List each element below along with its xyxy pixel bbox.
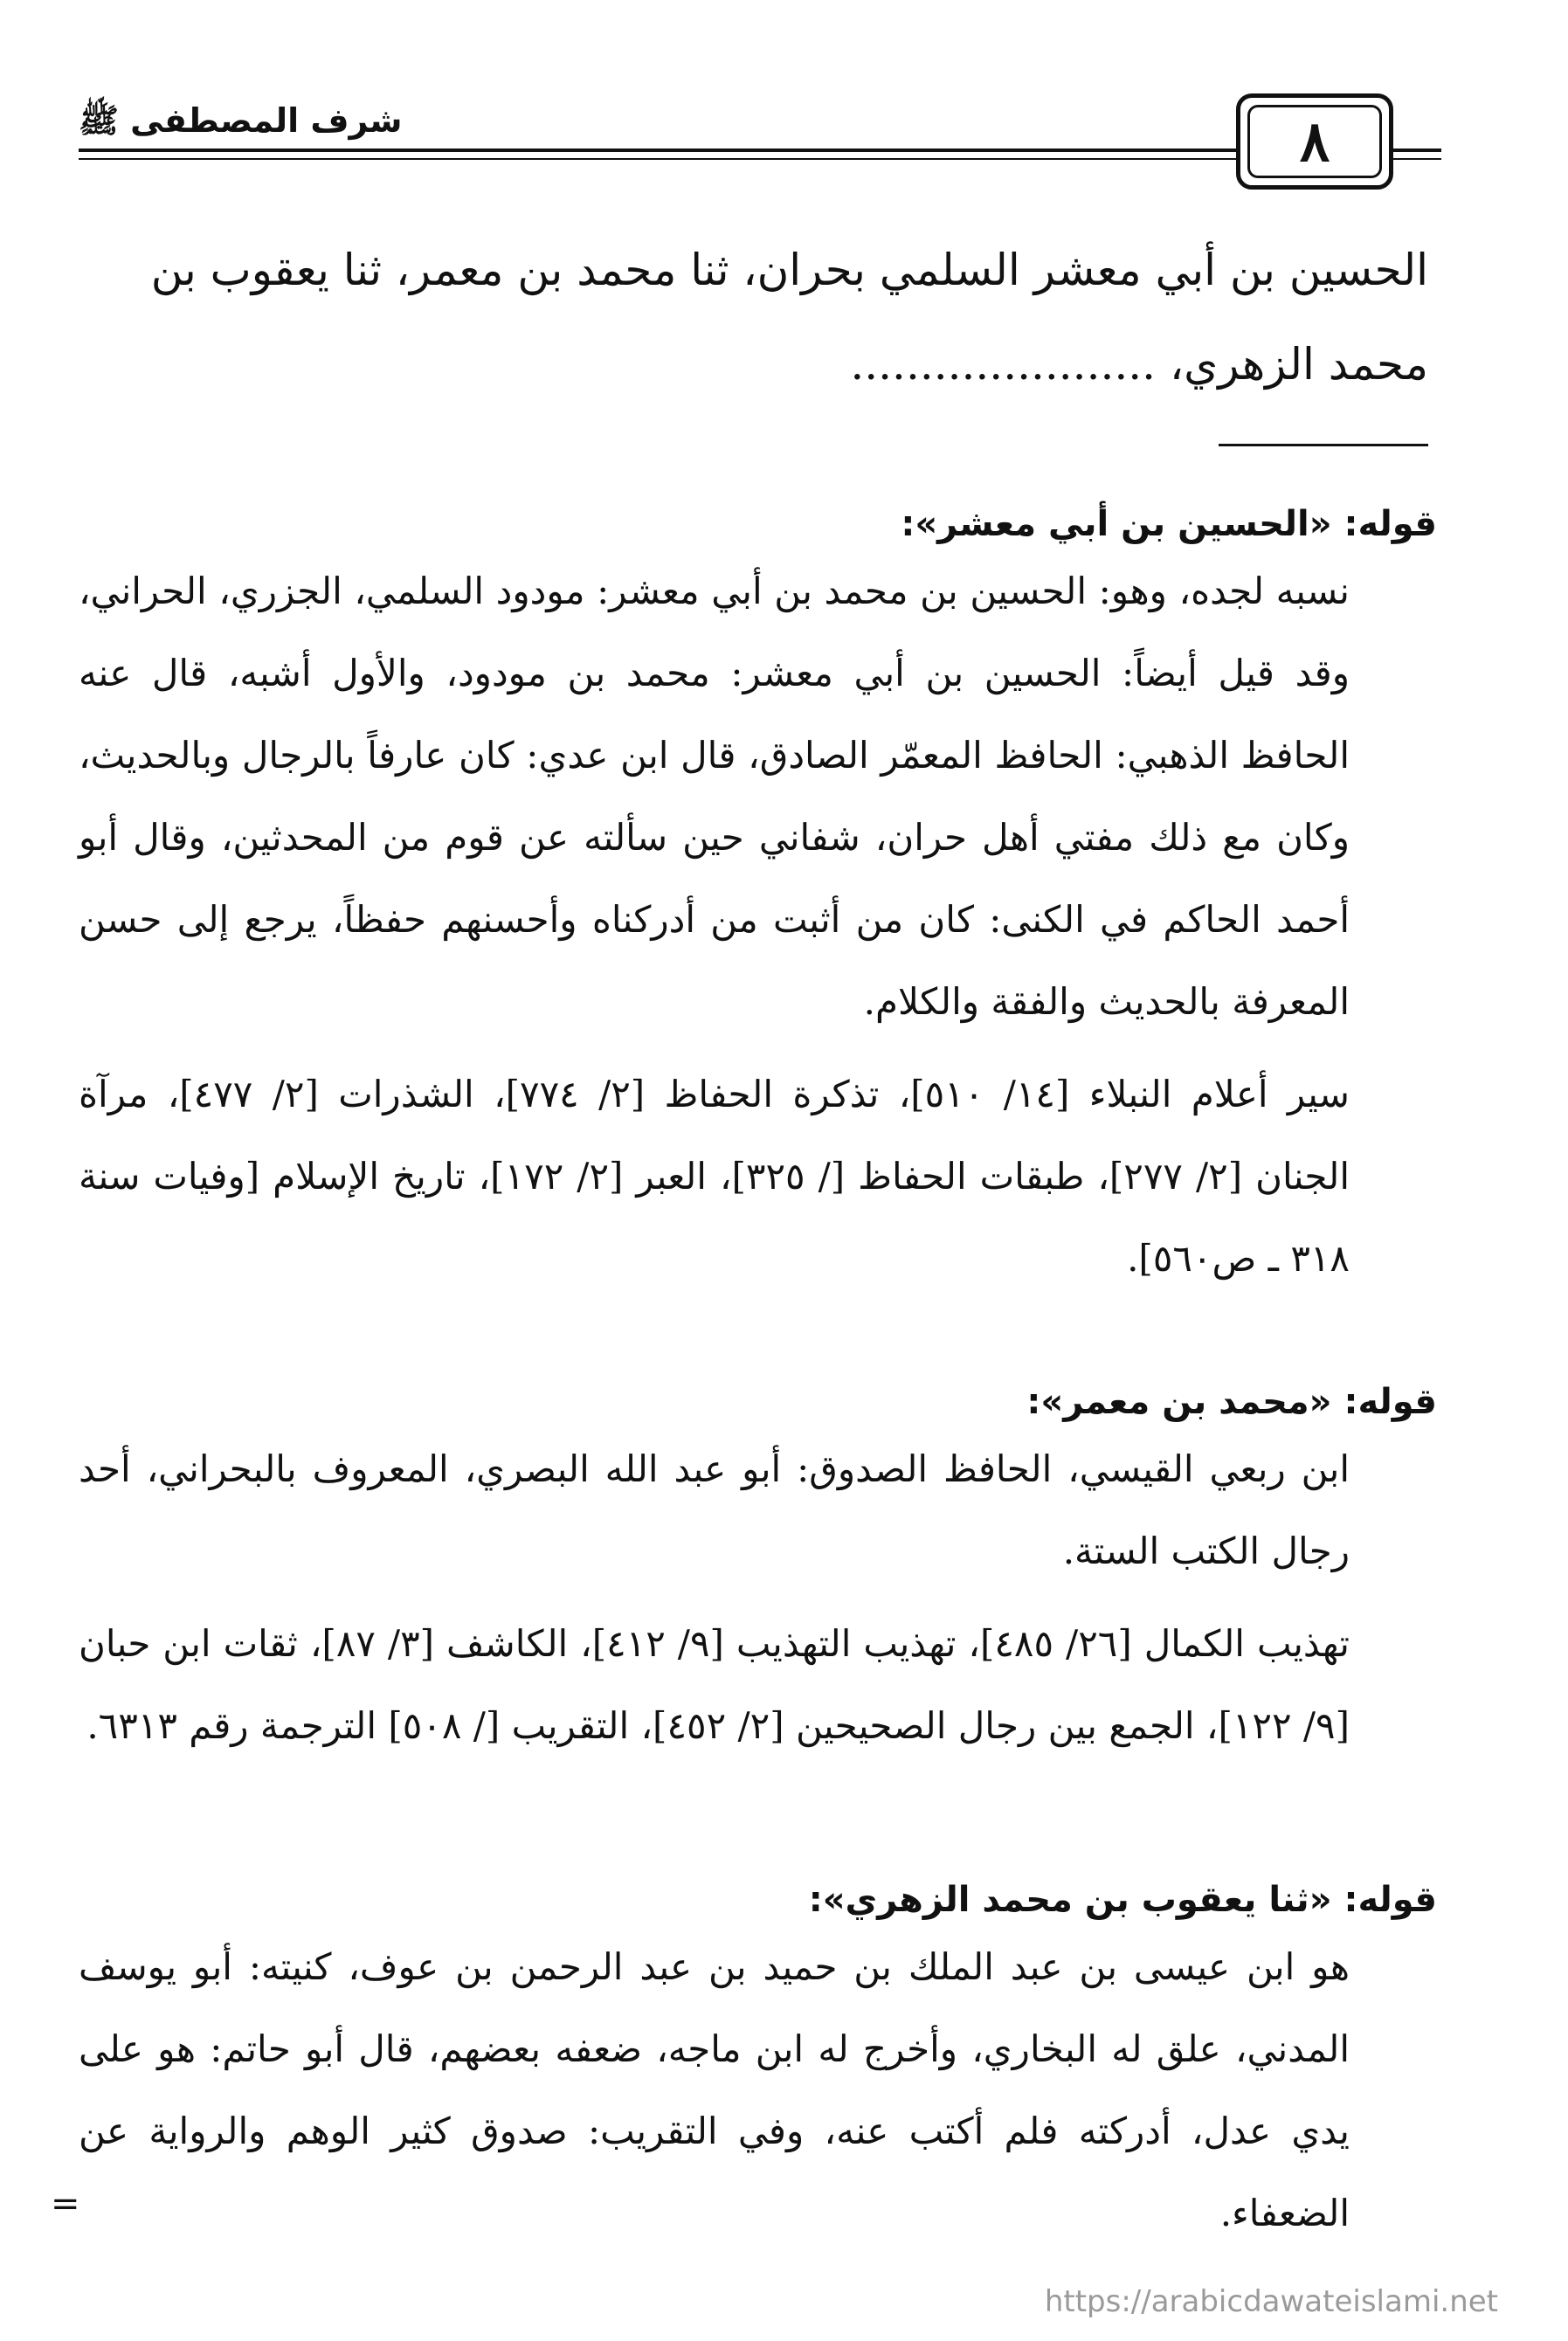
main-text-line-1: الحسين بن أبي معشر السلمي بحران، ثنا محمد بن معمر، ثنا يعقوب بن	[150, 245, 1428, 295]
commentary-paragraph: ابن ربعي القيسي، الحافظ الصدوق: أبو عبد الله البصري، المعروف بالبحراني، أحد رجال الكتب الستة.	[79, 1447, 1350, 1572]
footnote-separator	[1219, 444, 1428, 446]
commentary-section-3	[79, 1874, 1437, 2255]
commentary-section-1	[79, 498, 1437, 1300]
ellipsis-dots: ......................	[850, 339, 1157, 390]
main-text-line-2-text: محمد الزهري،	[1169, 339, 1428, 390]
page-number-box	[1236, 93, 1393, 190]
commentary-paragraph: نسبه لجده، وهو: الحسين بن محمد بن أبي معشر: مودود السلمي، الجزري، الحراني، وقد قيل أيضاً: الحسين بن أبي معشر: محمد بن مودود، والأول أشبه، قال عنه الحافظ الذهبي: الحافظ المعمّر الصادق، قال ابن عدي: كان عارفاً بالرجال وبالحديث، وكان مع ذلك مفتي أهل حران، شفاني حين سألته عن قوم من المحدثين، وقال أبو أحمد الحاكم في الكنى: كان من أثبت من أدركناه وأحسنهم حفظاً، يرجع إلى حسن المعرفة بالحديث والفقة والكلام.	[79, 570, 1350, 1023]
commentary-heading: قوله: «ثنا يعقوب بن محمد الزهري»:	[808, 1880, 1437, 1920]
main-text	[83, 223, 1428, 411]
main-text-line-2	[83, 317, 1428, 411]
page-header	[79, 83, 1441, 188]
commentary-heading: قوله: «محمد بن معمر»:	[1026, 1382, 1437, 1422]
continuation-mark: =	[51, 2184, 80, 2224]
watermark-url: https://arabicdawateislami.net	[1044, 2284, 1498, 2319]
commentary-section-2	[79, 1376, 1437, 1767]
commentary-heading: قوله: «الحسين بن أبي معشر»:	[901, 504, 1437, 544]
book-title: شرف المصطفى ﷺ	[79, 101, 403, 140]
commentary-paragraph: هو ابن عيسى بن عبد الملك بن حميد بن عبد الرحمن بن عوف، كنيته: أبو يوسف المدني، علق له البخاري، وأخرج له ابن ماجه، ضعفه بعضهم، قال أبو حاتم: هو على يدي عدل، أدركته فلم أكتب عنه، وفي التقريب: صدوق كثير الوهم والرواية عن الضعفاء.	[79, 1945, 1350, 2234]
commentary-references: سير أعلام النبلاء [١٤/ ٥١٠]، تذكرة الحفاظ [٢/ ٧٧٤]، الشذرات [٢/ ٤٧٧]، مرآة الجنان [٢/ ٢٧٧]، طبقات الحفاظ [/ ٣٢٥]، العبر [٢/ ١٧٢]، تاريخ الإسلام [وفيات سنة ٣١٨ ـ ص٥٦٠].	[79, 1073, 1350, 1280]
page-number: ٨	[1247, 105, 1382, 178]
commentary-references: تهذيب الكمال [٢٦/ ٤٨٥]، تهذيب التهذيب [٩/ ٤١٢]، الكاشف [٣/ ٨٧]، ثقات ابن حبان [٩/ ١٢٢]، الجمع بين رجال الصحيحين [٢/ ٤٥٢]، التقريب [/ ٥٠٨] الترجمة رقم ٦٣١٣.	[79, 1622, 1350, 1747]
